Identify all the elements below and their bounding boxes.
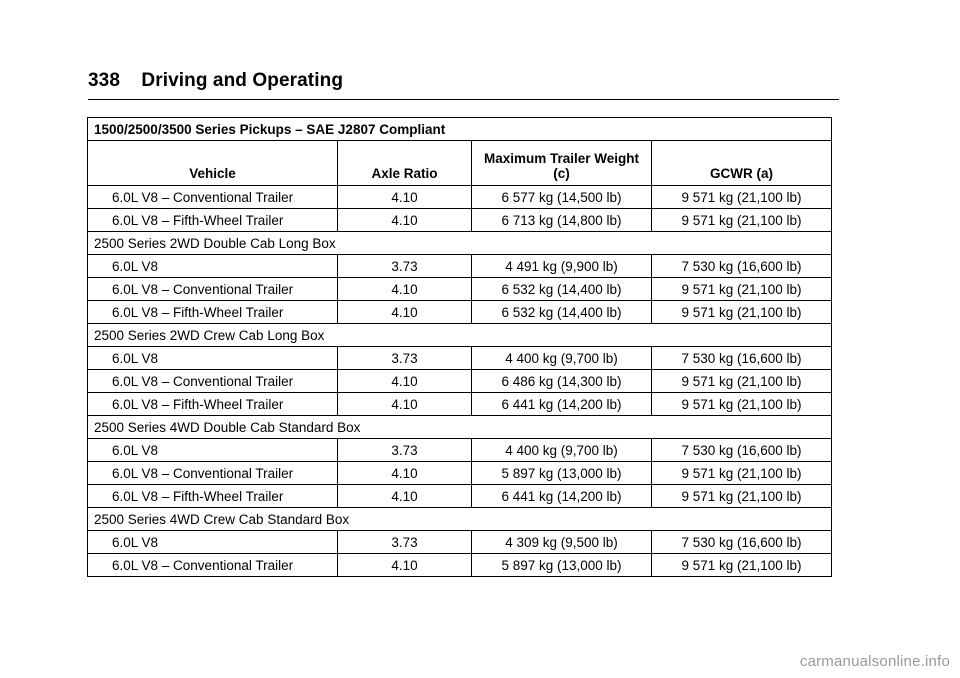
cell-vehicle: 6.0L V8 – Conventional Trailer	[88, 370, 338, 393]
column-header-gcwr: GCWR (a)	[652, 141, 832, 186]
cell-max-trailer-weight: 6 441 kg (14,200 lb)	[472, 485, 652, 508]
cell-vehicle: 6.0L V8 – Fifth-Wheel Trailer	[88, 485, 338, 508]
cell-gcwr: 7 530 kg (16,600 lb)	[652, 255, 832, 278]
cell-gcwr: 9 571 kg (21,100 lb)	[652, 370, 832, 393]
header-rule	[88, 99, 839, 100]
table-row	[88, 209, 832, 232]
cell-gcwr: 7 530 kg (16,600 lb)	[652, 439, 832, 462]
cell-gcwr: 7 530 kg (16,600 lb)	[652, 531, 832, 554]
table-row	[88, 485, 832, 508]
cell-gcwr: 9 571 kg (21,100 lb)	[652, 278, 832, 301]
cell-gcwr: 9 571 kg (21,100 lb)	[652, 485, 832, 508]
table-title-row	[88, 118, 832, 141]
cell-vehicle: 6.0L V8 – Conventional Trailer	[88, 278, 338, 301]
cell-gcwr: 9 571 kg (21,100 lb)	[652, 186, 832, 209]
page-number: 338	[88, 70, 121, 91]
cell-axle-ratio: 3.73	[338, 347, 472, 370]
group-label: 2500 Series 2WD Double Cab Long Box	[88, 232, 832, 255]
watermark: carmanualsonline.info	[799, 653, 950, 670]
table-row	[88, 393, 832, 416]
section-title: Driving and Operating	[141, 70, 344, 91]
cell-gcwr: 9 571 kg (21,100 lb)	[652, 209, 832, 232]
table-row	[88, 278, 832, 301]
cell-vehicle: 6.0L V8 – Fifth-Wheel Trailer	[88, 209, 338, 232]
cell-max-trailer-weight: 5 897 kg (13,000 lb)	[472, 462, 652, 485]
cell-gcwr: 9 571 kg (21,100 lb)	[652, 393, 832, 416]
table-row	[88, 255, 832, 278]
cell-vehicle: 6.0L V8 – Conventional Trailer	[88, 554, 338, 577]
cell-vehicle: 6.0L V8 – Fifth-Wheel Trailer	[88, 301, 338, 324]
cell-vehicle: 6.0L V8	[88, 347, 338, 370]
table-header-row	[88, 141, 832, 186]
cell-max-trailer-weight: 4 400 kg (9,700 lb)	[472, 439, 652, 462]
cell-axle-ratio: 3.73	[338, 255, 472, 278]
table-group-row	[88, 232, 832, 255]
cell-max-trailer-weight: 4 491 kg (9,900 lb)	[472, 255, 652, 278]
cell-vehicle: 6.0L V8	[88, 439, 338, 462]
table-row	[88, 554, 832, 577]
cell-axle-ratio: 4.10	[338, 393, 472, 416]
cell-axle-ratio: 3.73	[338, 439, 472, 462]
cell-max-trailer-weight: 6 577 kg (14,500 lb)	[472, 186, 652, 209]
cell-max-trailer-weight: 6 532 kg (14,400 lb)	[472, 301, 652, 324]
cell-max-trailer-weight: 6 486 kg (14,300 lb)	[472, 370, 652, 393]
column-header-axle-ratio: Axle Ratio	[338, 141, 472, 186]
cell-gcwr: 7 530 kg (16,600 lb)	[652, 347, 832, 370]
table-row	[88, 439, 832, 462]
cell-max-trailer-weight: 6 532 kg (14,400 lb)	[472, 278, 652, 301]
table-row	[88, 347, 832, 370]
cell-axle-ratio: 4.10	[338, 485, 472, 508]
cell-axle-ratio: 4.10	[338, 370, 472, 393]
cell-max-trailer-weight: 4 400 kg (9,700 lb)	[472, 347, 652, 370]
table-row	[88, 462, 832, 485]
cell-axle-ratio: 4.10	[338, 209, 472, 232]
cell-axle-ratio: 4.10	[338, 278, 472, 301]
group-label: 2500 Series 4WD Double Cab Standard Box	[88, 416, 832, 439]
cell-max-trailer-weight: 4 309 kg (9,500 lb)	[472, 531, 652, 554]
column-header-vehicle: Vehicle	[88, 141, 338, 186]
page-header	[88, 70, 343, 92]
cell-vehicle: 6.0L V8	[88, 531, 338, 554]
group-label: 2500 Series 2WD Crew Cab Long Box	[88, 324, 832, 347]
cell-axle-ratio: 4.10	[338, 462, 472, 485]
cell-max-trailer-weight: 5 897 kg (13,000 lb)	[472, 554, 652, 577]
cell-vehicle: 6.0L V8	[88, 255, 338, 278]
cell-vehicle: 6.0L V8 – Fifth-Wheel Trailer	[88, 393, 338, 416]
table-row	[88, 301, 832, 324]
cell-axle-ratio: 3.73	[338, 531, 472, 554]
group-label: 2500 Series 4WD Crew Cab Standard Box	[88, 508, 832, 531]
column-header-max-trailer-weight: Maximum Trailer Weight (c)	[472, 141, 652, 186]
cell-max-trailer-weight: 6 713 kg (14,800 lb)	[472, 209, 652, 232]
table-body	[88, 186, 832, 577]
table-group-row	[88, 324, 832, 347]
cell-axle-ratio: 4.10	[338, 301, 472, 324]
table-row	[88, 186, 832, 209]
cell-gcwr: 9 571 kg (21,100 lb)	[652, 554, 832, 577]
table-group-row	[88, 416, 832, 439]
cell-gcwr: 9 571 kg (21,100 lb)	[652, 462, 832, 485]
cell-axle-ratio: 4.10	[338, 554, 472, 577]
cell-vehicle: 6.0L V8 – Conventional Trailer	[88, 186, 338, 209]
cell-axle-ratio: 4.10	[338, 186, 472, 209]
towing-spec-table	[87, 117, 832, 577]
cell-max-trailer-weight: 6 441 kg (14,200 lb)	[472, 393, 652, 416]
table-row	[88, 531, 832, 554]
cell-vehicle: 6.0L V8 – Conventional Trailer	[88, 462, 338, 485]
table-row	[88, 370, 832, 393]
table-title: 1500/2500/3500 Series Pickups – SAE J2807 Compliant	[88, 118, 832, 141]
cell-gcwr: 9 571 kg (21,100 lb)	[652, 301, 832, 324]
table-group-row	[88, 508, 832, 531]
